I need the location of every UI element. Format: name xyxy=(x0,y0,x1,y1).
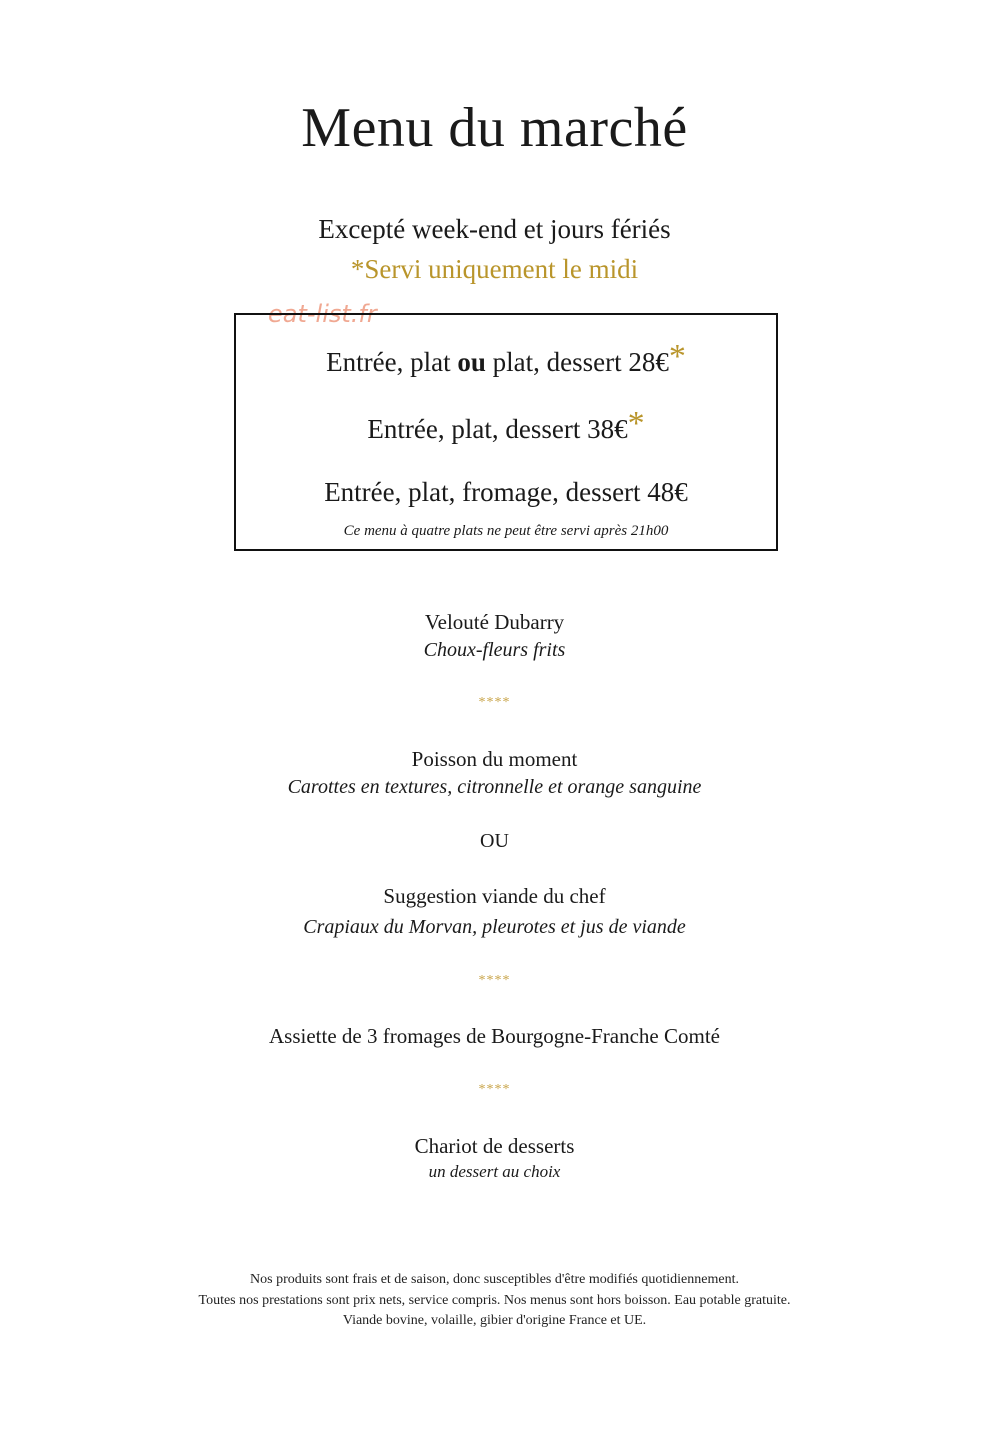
course-separator: **** xyxy=(478,695,511,710)
starter-name: Velouté Dubarry xyxy=(424,610,565,634)
four-course-note: Ce menu à quatre plats ne peut être servi après 21h00 xyxy=(343,523,669,539)
availability-note: Excepté week-end et jours fériés xyxy=(318,214,671,244)
dessert-description: un dessert au choix xyxy=(428,1162,561,1181)
meat-name: Suggestion viande du chef xyxy=(383,884,606,908)
footer-line-2: Toutes nos prestations sont prix nets, service compris. Nos menus sont hors boisson. Eau potable gratuite. xyxy=(198,1293,791,1308)
course-separator: **** xyxy=(478,973,511,988)
ou-emphasis: ou xyxy=(457,347,486,377)
price-box xyxy=(234,313,778,551)
price-option-48: Entrée, plat, fromage, dessert 48€ xyxy=(324,477,688,507)
course-separator: **** xyxy=(478,1082,511,1097)
fish-name: Poisson du moment xyxy=(411,747,578,771)
footer-line-1: Nos produits sont frais et de saison, donc susceptibles d'être modifiés quotidiennement. xyxy=(250,1272,739,1287)
star-icon: * xyxy=(627,405,645,442)
menu-title: Menu du marché xyxy=(301,97,688,159)
price-option-38: Entrée, plat, dessert 38€* xyxy=(367,405,645,444)
watermark: eat-list.fr xyxy=(268,300,377,328)
meat-description: Crapiaux du Morvan, pleurotes et jus de viande xyxy=(303,916,686,938)
dessert-name: Chariot de desserts xyxy=(414,1134,575,1158)
price-option-28: Entrée, plat ou plat, dessert 28€* xyxy=(326,338,686,377)
footer-line-3: Viande bovine, volaille, gibier d'origine France et UE. xyxy=(342,1313,647,1328)
or-divider: OU xyxy=(480,830,509,852)
cheese-name: Assiette de 3 fromages de Bourgogne-Franche Comté xyxy=(269,1024,720,1048)
lunch-only-note: *Servi uniquement le midi xyxy=(350,254,639,284)
fish-description: Carottes en textures, citronnelle et orange sanguine xyxy=(287,776,702,798)
starter-description: Choux-fleurs frits xyxy=(423,639,566,661)
star-icon: * xyxy=(668,338,686,375)
